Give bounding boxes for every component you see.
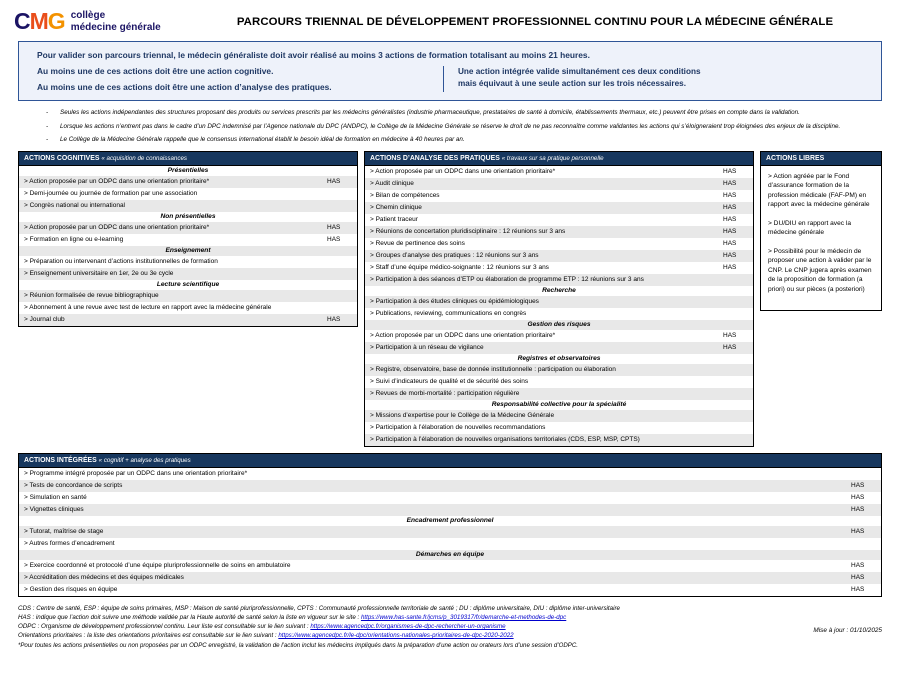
has-badge: HAS [851, 482, 865, 489]
action-row [365, 178, 753, 190]
group-heading: Recherche [365, 286, 753, 296]
action-label: > Revues de morbi-mortalité : participation régulière [370, 390, 520, 397]
action-row [365, 410, 753, 422]
notes-list [46, 109, 874, 145]
note-item [46, 123, 874, 132]
action-label: > Action proposée par un ODPC dans une orientation prioritaire* [370, 168, 556, 175]
group-heading: Encadrement professionnel [19, 516, 881, 526]
has-badge: HAS [723, 332, 737, 339]
dash-icon: - [46, 109, 49, 116]
action-row [19, 222, 357, 234]
action-row [365, 434, 753, 446]
action-row [19, 492, 881, 504]
action-label: > Gestion des risques en équipe [24, 586, 118, 593]
action-label: > Enseignement universitaire en 1er, 2e ou 3e cycle [24, 270, 174, 277]
logo-line-2: médecine générale [70, 21, 161, 33]
action-row [19, 560, 881, 572]
action-label: > Action proposée par un ODPC dans une orientation prioritaire* [370, 332, 556, 339]
footnote-has-text: HAS : indique que l’action doit suivre une méthode validée par la Haute autorité de santé selon la liste en vigueur sur le site : [18, 613, 361, 621]
logo-wordmark [71, 10, 161, 33]
note-text: Seules les actions indépendantes des structures proposant des produits ou services prescrits par les médecins généralistes (industrie pharmaceutique, prestataires de santé à domicile, établissements thermaux, etc.) peuvent être prises en compte dans la validation. [60, 109, 800, 116]
action-row [365, 274, 753, 286]
has-badge: HAS [723, 240, 737, 247]
panel-integrees-title: ACTIONS INTÉGRÉES [24, 456, 97, 464]
action-label: > Action proposée par un ODPC dans une orientation prioritaire* [24, 224, 210, 231]
action-label: > Tests de concordance de scripts [24, 482, 123, 489]
action-label: > Participation à l’élaboration de nouvelles recommandations [370, 424, 546, 431]
has-badge: HAS [723, 192, 737, 199]
columns-area [0, 151, 900, 447]
group-heading: Non présentielles [19, 212, 357, 222]
footnote-star: *Pour toutes les actions présentielles ou non proposées par un ODPC enregistré, la validation de l’action inclut les médecins impliqués dans la préparation d’une action ou orateurs lors d’une session d’ODPC. [18, 641, 578, 649]
action-row [365, 250, 753, 262]
action-row [19, 504, 881, 516]
action-label: > Accréditation des médecins et des équipes médicales [24, 574, 184, 581]
has-badge: HAS [851, 506, 865, 513]
panel-cognitives-title: ACTIONS COGNITIVES [24, 154, 100, 162]
note-text: Le Collège de la Médecine Générale rappelle que le consensus international établit le besoin idéal de formation en médecine à 40 heures par an. [60, 136, 465, 143]
panel-integrees-subtitle: « cognitif + analyse des pratiques [98, 456, 191, 464]
action-label: > Missions d’expertise pour le Collège de la Médecine Générale [370, 412, 555, 419]
intro-line-3: Au moins une de ces actions doit être une action d’analyse des pratiques. [37, 82, 332, 92]
footnote-odpc [18, 622, 882, 631]
free-action-item: > Possibilité pour le médecin de proposer une action à valider par le CNP. Le CNP jugera après examen de la proposition de formation (a priori) ou sur pièces (a posteriori) [768, 247, 872, 293]
action-label: > Publications, reviewing, communications en congrès [370, 310, 527, 317]
action-label: > Action proposée par un ODPC dans une orientation prioritaire* [24, 178, 210, 185]
group-heading: Registres et observatoires [365, 354, 753, 364]
page-title: PARCOURS TRIENNAL DE DÉVELOPPEMENT PROFESSIONNEL CONTINU POUR LA MÉDECINE GÉNÉRALE [236, 15, 834, 28]
action-label: > Journal club [24, 316, 65, 323]
panel-libres-header [761, 152, 881, 166]
action-label: > Abonnement à une revue avec test de lecture en rapport avec la médecine générale [24, 304, 272, 311]
has-badge: HAS [327, 178, 341, 185]
odpc-link[interactable]: https://www.agencedpc.fr/organismes-de-dpc-rechercher-un-organisme [310, 623, 506, 631]
dash-icon: - [46, 122, 49, 130]
intro-left [37, 66, 437, 92]
note-text: Lorsque les actions n’entrent pas dans le cadre d’un DPC indemnisé par l’Agence nationale du DPC (ANDPC), le Collège de la Médecine Générale se réserve le droit de ne pas reconnaître comme validantes les actions qui s’éloigneraient trop éloignées des enjeux de la discipline. [60, 122, 841, 130]
has-link[interactable]: https://www.has-sante.fr/jcms/p_3019317/fr/demarche-et-methodes-de-dpc [360, 613, 567, 621]
action-row [19, 526, 881, 538]
action-row [365, 202, 753, 214]
logo-mark-icon: CMG [14, 8, 65, 34]
intro-line-2: Au moins une de ces actions doit être une action cognitive. [37, 66, 274, 76]
panel-analyse-header [365, 152, 753, 166]
group-heading: Démarches en équipe [19, 550, 881, 560]
action-label: > Revue de pertinence des soins [370, 240, 465, 247]
action-row [365, 422, 753, 434]
panel-analyse [364, 151, 754, 447]
footnote-odpc-text: ODPC : Organisme de développement professionnel continu. Leur liste est consultable sur le lien suivant : [18, 623, 311, 631]
intro-box [18, 41, 882, 101]
has-badge: HAS [851, 562, 865, 569]
has-badge: HAS [851, 574, 865, 581]
panel-integrees-header [19, 454, 881, 468]
action-label: > Vignettes cliniques [24, 506, 84, 513]
action-label: > Préparation ou intervenant d’actions institutionnelles de formation [24, 258, 218, 265]
action-row [19, 200, 357, 212]
footnote-has [18, 613, 882, 622]
action-row [19, 480, 881, 492]
action-label: > Chemin clinique [370, 204, 422, 211]
has-badge: HAS [851, 528, 865, 535]
action-row [365, 190, 753, 202]
panel-analyse-subtitle: « travaux sur sa pratique personnelle [501, 154, 604, 162]
action-label: > Réunions de concertation pluridisciplinaire : 12 réunions sur 3 ans [370, 228, 566, 235]
has-badge: HAS [327, 316, 341, 323]
action-row [19, 538, 881, 550]
action-row [19, 302, 357, 314]
panel-integrees [18, 453, 882, 597]
intro-line-1: Pour valider son parcours triennal, le médecin généraliste doit avoir réalisé au moins 3 actions de formation totalisant au moins 21 heures. [37, 50, 590, 60]
group-heading: Lecture scientifique [19, 280, 357, 290]
dash-icon: - [46, 136, 49, 143]
action-row [365, 308, 753, 320]
action-row [19, 268, 357, 280]
orientations-link[interactable]: https://www.agencedpc.fr/le-dpc/orientations-nationales-prioritaires-de-dpc-2020-2022 [278, 632, 514, 640]
logo-line-1: collège [70, 10, 106, 21]
action-label: > Réunion formalisée de revue bibliographique [24, 292, 159, 299]
has-badge: HAS [723, 252, 737, 259]
panel-analyse-title: ACTIONS D’ANALYSE DES PRATIQUES [370, 154, 500, 162]
footnote-orientations [18, 631, 882, 640]
free-action-item: > Action agréée par le Fond d’assurance formation de la profession médicale (FAF-PM) en rapport avec la médecine générale [768, 172, 870, 209]
action-row [19, 256, 357, 268]
panel-analyse-body [365, 166, 753, 446]
cmg-logo [14, 8, 194, 35]
action-row [365, 376, 753, 388]
action-row [19, 188, 357, 200]
has-badge: HAS [327, 224, 341, 231]
has-badge: HAS [327, 236, 341, 243]
column-libres [760, 151, 882, 311]
note-item [46, 109, 874, 118]
action-row [365, 226, 753, 238]
action-row [19, 314, 357, 326]
action-label: > Participation à des études cliniques ou épidémiologiques [370, 298, 539, 305]
panel-libres-body [761, 166, 881, 310]
intro-right [443, 66, 871, 92]
intro-right-2: mais équivaut à une seule action sur les trois nécessaires. [458, 78, 686, 88]
group-heading: Responsabilité collective pour la spécialité [365, 400, 753, 410]
action-label: > Tutorat, maîtrise de stage [24, 528, 104, 535]
has-badge: HAS [723, 216, 737, 223]
action-label: > Exercice coordonné et protocolé d’une équipe pluriprofessionnelle de soins en ambulatoire [24, 562, 291, 569]
has-badge: HAS [851, 586, 865, 593]
page-header [0, 0, 900, 39]
action-row [365, 364, 753, 376]
footnote-orientations-text: Orientations prioritaires : la liste des orientations prioritaires est consultable sur le lien suivant : [18, 632, 279, 640]
action-label: > Registre, observatoire, base de donnée institutionnelle : participation ou élaboration [370, 366, 616, 373]
action-label: > Participation à un réseau de vigilance [370, 344, 484, 351]
action-label: > Participation à des séances d’ETP ou élaboration de programme ETP : 12 réunions sur 3 ans [370, 276, 644, 283]
action-label: > Suivi d’indicateurs de qualité et de sécurité des soins [370, 378, 529, 385]
panel-integrees-wrap [18, 453, 882, 597]
note-item [46, 136, 874, 145]
panel-cognitives-header [19, 152, 357, 166]
action-label: > Patient traceur [370, 216, 418, 223]
action-label: > Programme intégré proposée par un ODPC dans une orientation prioritaire* [24, 470, 248, 477]
action-label: > Simulation en santé [24, 494, 87, 501]
action-row [19, 584, 881, 596]
has-badge: HAS [851, 494, 865, 501]
action-label: > Groupes d’analyse des pratiques : 12 réunions sur 3 ans [370, 252, 539, 259]
group-heading: Présentielles [19, 166, 357, 176]
action-label: > Autres formes d’encadrement [24, 540, 115, 547]
action-label: > Participation à l’élaboration de nouvelles organisations territoriales (CDS, ESP, MSP, CPTS) [370, 436, 640, 443]
action-row [365, 166, 753, 178]
panel-cognitives [18, 151, 358, 327]
action-label: > Staff d’une équipe médico-soignante : 12 réunions sur 3 ans [370, 264, 549, 271]
action-row [19, 290, 357, 302]
has-badge: HAS [723, 264, 737, 271]
panel-cognitives-body [19, 166, 357, 326]
panel-cognitives-subtitle: « acquisition de connaissances [101, 154, 187, 162]
column-cognitives [18, 151, 358, 327]
group-heading: Enseignement [19, 246, 357, 256]
has-badge: HAS [723, 204, 737, 211]
action-row [365, 330, 753, 342]
footnotes [18, 604, 882, 650]
action-row [365, 214, 753, 226]
action-label: > Congrès national ou international [24, 202, 126, 209]
action-row [365, 342, 753, 354]
footnote-cds: CDS : Centre de santé, ESP : équipe de soins primaires, MSP : Maison de santé pluriprofessionnelle, CPTS : Communauté professionnelle territoriale de santé ; DU : diplôme universitaire, DIU : diplôme inter-universitaire [18, 604, 620, 612]
action-label: > Audit clinique [370, 180, 414, 187]
action-row [365, 262, 753, 274]
has-badge: HAS [723, 344, 737, 351]
has-badge: HAS [723, 180, 737, 187]
group-heading: Gestion des risques [365, 320, 753, 330]
free-action-item: > DU/DIU en rapport avec la médecine générale [768, 219, 852, 237]
action-label: > Demi-journée ou journée de formation par une association [24, 190, 198, 197]
has-badge: HAS [723, 228, 737, 235]
action-row [19, 572, 881, 584]
last-update-label: Mise à jour : 01/10/2025 [813, 627, 882, 635]
action-row [19, 468, 881, 480]
action-row [365, 296, 753, 308]
action-label: > Bilan de compétences [370, 192, 440, 199]
column-analyse [364, 151, 754, 447]
panel-libres [760, 151, 882, 311]
action-row [19, 176, 357, 188]
action-row [365, 238, 753, 250]
has-badge: HAS [723, 168, 737, 175]
intro-right-1: Une action intégrée valide simultanément ces deux conditions [458, 67, 701, 76]
panel-libres-title: ACTIONS LIBRES [766, 154, 825, 162]
action-label: > Formation en ligne ou e-learning [24, 236, 124, 243]
action-row [365, 388, 753, 400]
panel-integrees-body [19, 468, 881, 596]
action-row [19, 234, 357, 246]
